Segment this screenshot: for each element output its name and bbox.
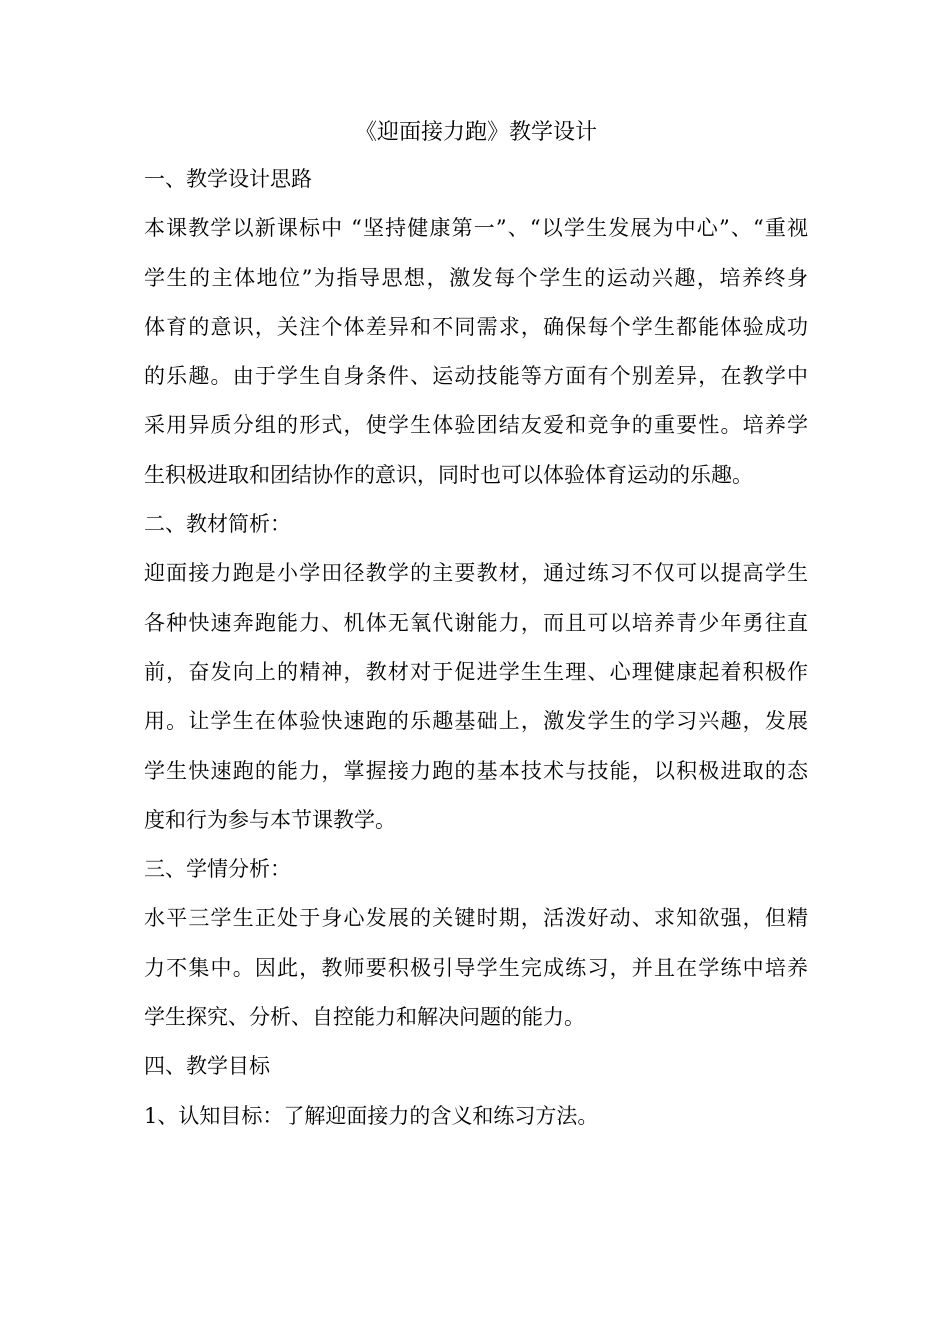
- paragraph-line: 水平三学生正处于身心发展的关键时期，活泼好动、求知欲强，但精: [144, 906, 808, 931]
- section-teaching-objectives: [144, 1042, 808, 1141]
- paragraph-line: 学生的主体地位”为指导思想，激发每个学生的运动兴趣，培养终身: [144, 265, 808, 290]
- section-heading: 三、学情分析：: [144, 857, 291, 882]
- paragraph-line: 度和行为参与本节课教学。: [144, 807, 396, 832]
- paragraph-line: 前，奋发向上的精神，教材对于促进学生生理、心理健康起着积极作: [144, 659, 808, 684]
- section-heading: 一、教学设计思路: [144, 167, 312, 191]
- paragraph-line: 1、认知目标：了解迎面接力的含义和练习方法。: [144, 1103, 599, 1128]
- paragraph-line: 用。让学生在体验快速跑的乐趣基础上，激发学生的学习兴趣，发展: [144, 709, 808, 734]
- section-learner-analysis: [144, 845, 808, 1042]
- document-title: 《迎面接力跑》教学设计: [354, 120, 597, 145]
- paragraph-line: 生积极进取和团结协作的意识，同时也可以体验体育运动的乐趣。: [144, 462, 753, 487]
- paragraph-line: 体育的意识，关注个体差异和不同需求，确保每个学生都能体验成功: [144, 314, 808, 339]
- document-page: [144, 111, 808, 1141]
- section-design-approach: [144, 155, 808, 500]
- paragraph-line: 学生探究、分析、自控能力和解决问题的能力。: [144, 1005, 585, 1030]
- paragraph-line: 各种快速奔跑能力、机体无氧代谢能力，而且可以培养青少年勇往直: [144, 610, 808, 635]
- section-material-analysis: [144, 500, 808, 845]
- paragraph-line: 学生快速跑的能力，掌握接力跑的基本技术与技能，以积极进取的态: [144, 758, 808, 783]
- section-heading: 四、教学目标: [144, 1054, 270, 1079]
- paragraph-line: 的乐趣。由于学生自身条件、运动技能等方面有个别差异，在教学中: [144, 364, 808, 389]
- section-heading: 二、教材简析：: [144, 512, 291, 537]
- paragraph-line: 力不集中。因此，教师要积极引导学生完成练习，并且在学练中培养: [144, 955, 808, 980]
- paragraph-line: 迎面接力跑是小学田径教学的主要教材，通过练习不仅可以提高学生: [144, 561, 808, 586]
- paragraph-line: 本课教学以新课标中 “坚持健康第一”、“以学生发展为中心”、“重视: [144, 216, 808, 241]
- paragraph-line: 采用异质分组的形式，使学生体验团结友爱和竞争的重要性。培养学: [144, 413, 808, 438]
